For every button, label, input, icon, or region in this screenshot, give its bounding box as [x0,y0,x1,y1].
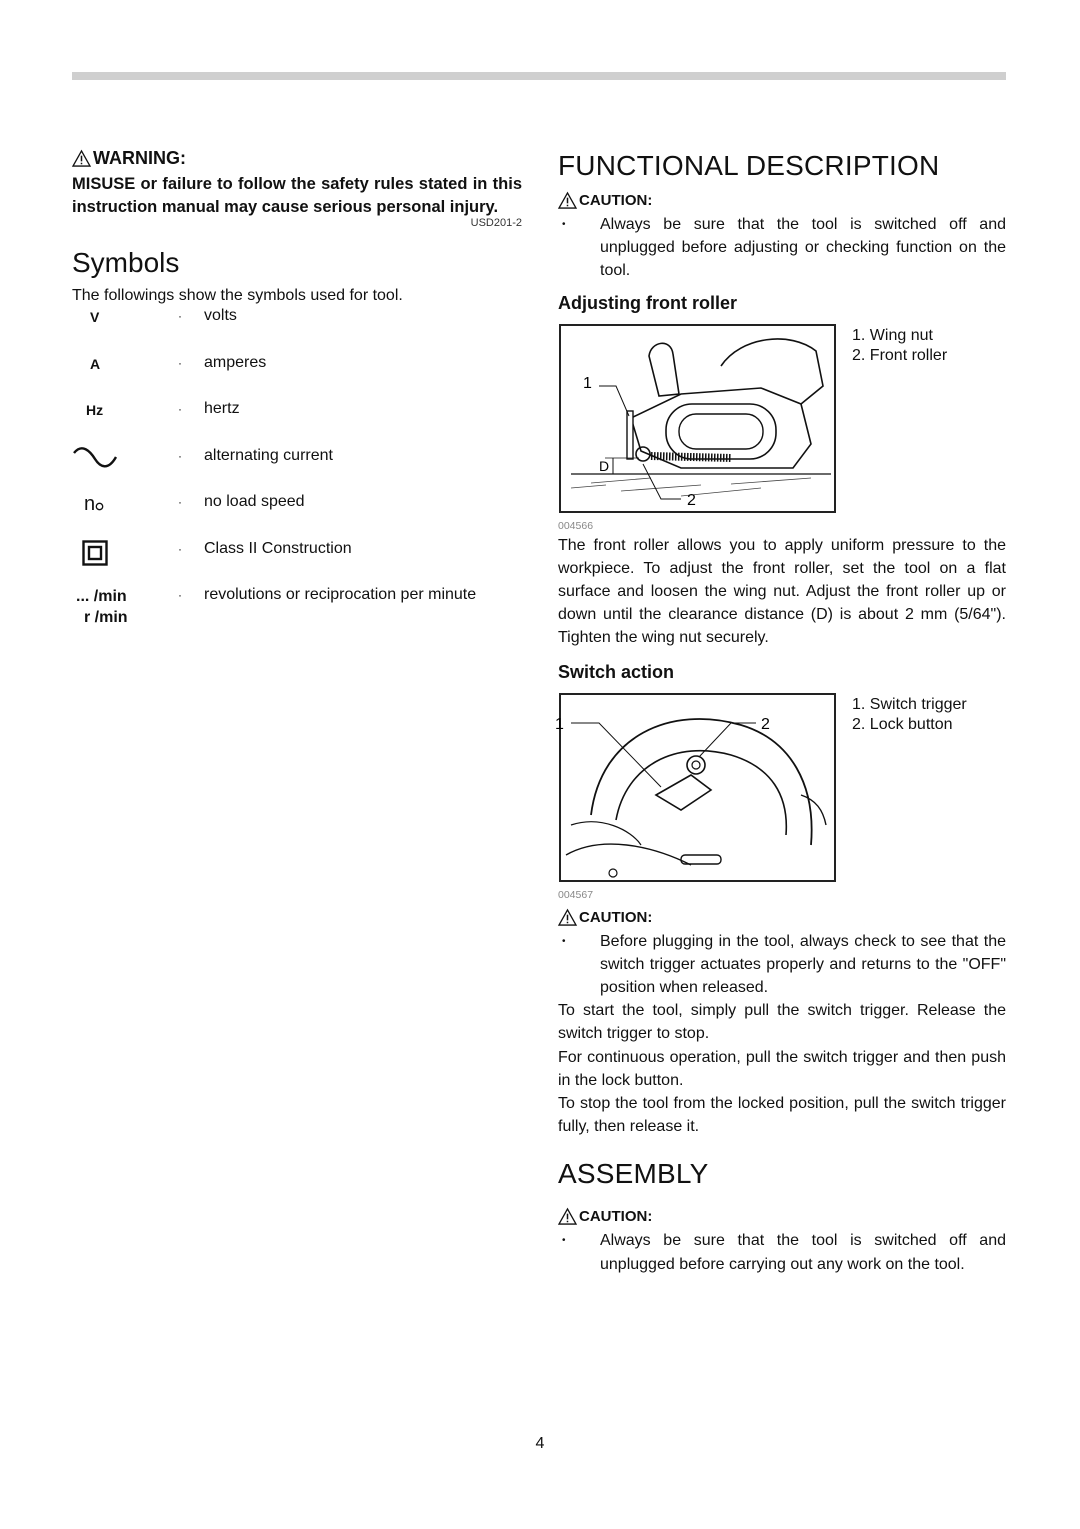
caution-bullet [558,930,1006,1000]
symbol-row [72,493,522,540]
caution-label: CAUTION: [579,908,653,926]
callout-2: 2 [761,715,770,733]
bullet-mark: • [562,935,566,947]
hertz-symbol: Hz [86,402,104,418]
adjusting-front-roller-heading: Adjusting front roller [558,292,737,313]
caution-label: CAUTION: [579,1208,653,1226]
functional-description-heading: FUNCTIONAL DESCRIPTION [558,150,940,181]
figure-code: 004567 [558,888,594,901]
assembly-heading: ASSEMBLY [558,1158,709,1190]
warning-label: WARNING: [93,148,186,168]
warning-triangle-icon [558,1208,577,1225]
front-roller-legend [852,326,947,367]
symbol-dot: · [178,495,182,509]
legend-item: 2. Front roller [852,347,948,365]
symbol-desc: Class II Construction [204,539,352,557]
warning-heading [72,148,522,169]
front-roller-illustration [559,324,836,513]
front-roller-text: The front roller allows you to apply uniform pressure to the workpiece. To adjust the front roller, set the tool on a flat surface and loosen the wing nut. Adjust the front roller up or down until the clearance distance (D) is about 2 mm (5/64"). Tighten the wing nut securely. [558,536,1006,647]
symbol-desc: hertz [204,400,240,417]
rpm-label: r /min [84,609,128,626]
per-minute-symbol [72,586,178,628]
switch-figure [555,693,1006,887]
symbol-desc: volts [204,307,237,324]
legend-item: 2. Lock button [852,716,953,734]
callout-1: 1 [583,374,592,392]
callout-2: 2 [687,491,696,509]
legend-item: 1. Wing nut [852,326,933,344]
symbol-row [72,307,522,354]
symbol-dot: · [178,355,182,370]
switch-action-heading: Switch action [558,661,675,682]
class-ii-icon [72,540,178,569]
symbols-intro: The followings show the symbols used for tool. [72,287,403,304]
symbols-heading: Symbols [72,247,180,278]
header-rule [72,72,1006,80]
alternating-current-icon [72,447,178,472]
warning-triangle-icon [558,192,577,209]
symbol-desc: revolutions or reciprocation per minute [204,586,477,603]
switch-illustration [555,693,836,882]
symbol-row [72,400,522,447]
symbol-row [72,586,522,633]
caution-bullet [558,213,1006,283]
caution-bullet [558,1229,1006,1275]
caution-label: CAUTION: [579,192,653,209]
symbol-desc: alternating current [204,446,333,464]
caution-heading [558,192,1006,209]
symbol-row [72,447,522,494]
symbol-dot: · [178,309,182,323]
no-load-speed-icon [72,493,178,516]
switch-paragraph: To start the tool, simply pull the switch trigger. Release the switch trigger to stop. [558,1002,1006,1043]
warning-triangle-icon [558,909,577,926]
symbol-row [72,540,522,587]
symbol-row [72,354,522,401]
caution-heading [558,1208,1006,1225]
left-column [72,148,522,633]
no-load-speed-letter: n [84,493,96,515]
page-number: 4 [535,1435,545,1452]
caution-text: Always be sure that the tool is switched off and unplugged before carrying out any work on the tool. [600,1232,1006,1273]
warning-triangle-icon [72,150,91,167]
volts-symbol: V [90,309,100,325]
right-column [555,150,1006,1276]
warning-code: USD201-2 [470,217,522,229]
symbol-dot: · [178,588,182,602]
symbols-list [72,307,522,633]
clearance-d-label: D [599,457,610,474]
symbol-dot: · [178,402,182,416]
caution-text: Always be sure that the tool is switched off and unplugged before adjusting or checking function on the tool. [600,216,1006,280]
caution-text: Before plugging in the tool, always check to see that the switch trigger actuates properly and returns to the "OFF" position when released. [600,932,1006,997]
symbol-dot: · [178,541,182,556]
figure-code: 004566 [558,519,594,532]
legend-item: 1. Switch trigger [852,695,967,713]
symbol-dot: · [178,448,182,463]
switch-paragraph: To stop the tool from the locked position, pull the switch trigger fully, then release it. [558,1095,1006,1136]
symbol-desc: amperes [204,353,267,371]
bullet-mark: • [562,219,566,230]
front-roller-figure [558,324,1006,518]
callout-1: 1 [555,715,564,733]
switch-legend [852,695,967,736]
caution-heading [558,909,1006,926]
amperes-symbol: A [90,355,101,372]
symbol-desc: no load speed [204,493,305,510]
per-minute-label: ... /min [76,588,127,605]
bullet-mark: • [562,1235,566,1247]
warning-text: MISUSE or failure to follow the safety rules stated in this instruction manual may cause serious personal injury. [72,175,522,216]
switch-paragraph: For continuous operation, pull the switch trigger and then push in the lock button. [558,1048,1006,1089]
